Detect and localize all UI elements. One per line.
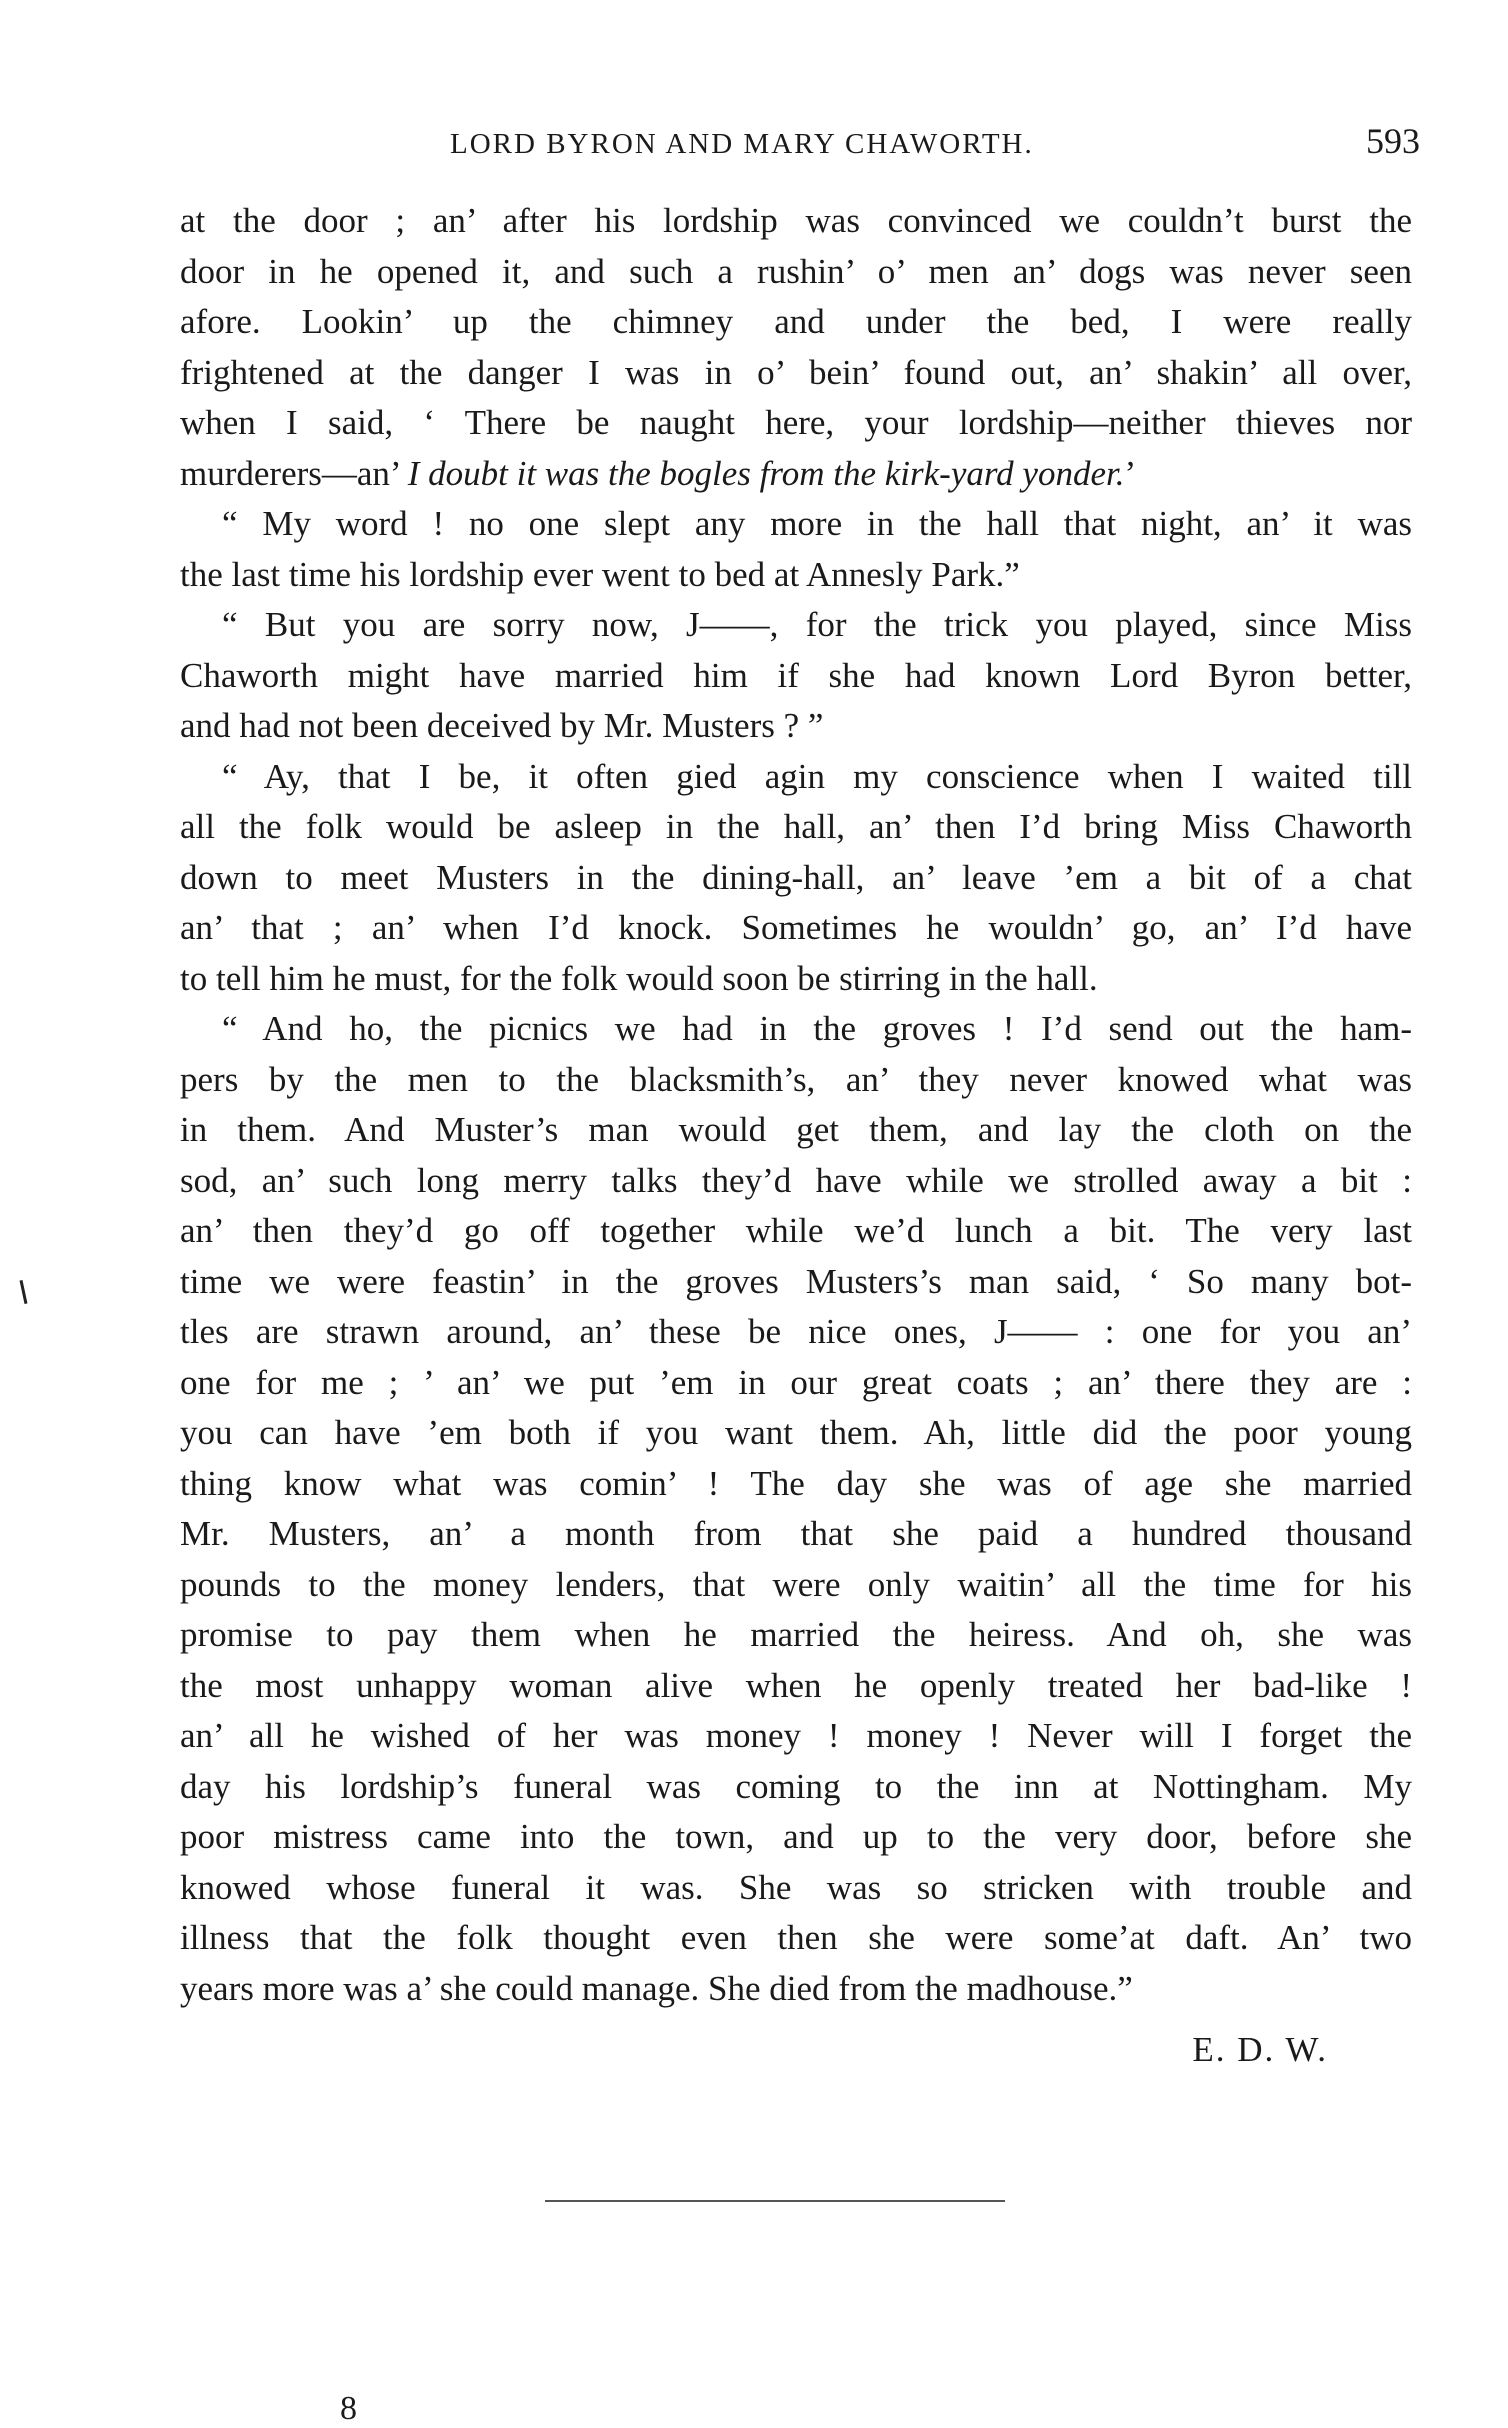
text-line: knowed whose funeral it was. She was so stricken with trouble and bbox=[180, 1867, 1412, 1907]
text-line bbox=[180, 449, 1412, 500]
text-line: time we were feastin’ in the groves Musters’s man said, ‘ So many bot- bbox=[180, 1261, 1412, 1301]
text-line: “ Ay, that I be, it often gied agin my conscience when I waited till bbox=[222, 756, 1412, 796]
text-line-segment: murderers—an’ bbox=[180, 453, 408, 493]
text-line: in them. And Muster’s man would get them, and lay the cloth on the bbox=[180, 1110, 1412, 1149]
text-line: “ My word ! no one slept any more in the hall that night, an’ it was bbox=[222, 504, 1412, 543]
text-line: “ But you are sorry now, J——, for the trick you played, since Miss bbox=[222, 605, 1412, 644]
page-number: 593 bbox=[1366, 121, 1420, 161]
text-line: “ And ho, the picnics we had in the groves ! I’d send out the ham- bbox=[222, 1009, 1412, 1048]
text-line: down to meet Musters in the dining-hall, an’ leave ’em a bit of a chat bbox=[180, 857, 1412, 897]
text-line: one for me ; ’ an’ we put ’em in our great coats ; an’ there they are : bbox=[180, 1362, 1412, 1402]
text-line: and had not been deceived by Mr. Musters ? ” bbox=[180, 706, 824, 745]
text-line: illness that the folk thought even then she were some’at daft. An’ two bbox=[180, 1918, 1412, 1957]
text-line: afore. Lookin’ up the chimney and under the bed, I were really bbox=[180, 302, 1412, 341]
printer-signature-mark: 8 bbox=[340, 2390, 357, 2427]
author-signature: E. D. W. bbox=[1192, 2030, 1328, 2069]
section-rule bbox=[545, 2200, 1005, 2202]
text-line: the last time his lordship ever went to bed at Annesly Park.” bbox=[180, 554, 1020, 594]
text-line: promise to pay them when he married the heiress. And oh, she was bbox=[180, 1615, 1412, 1654]
text-line: at the door ; an’ after his lordship was convinced we couldn’t burst the bbox=[180, 201, 1412, 240]
text-line: door in he opened it, and such a rushin’ o’ men an’ dogs was never seen bbox=[180, 251, 1412, 291]
text-line: an’ all he wished of her was money ! money ! Never will I forget the bbox=[180, 1716, 1412, 1755]
text-line: an’ that ; an’ when I’d knock. Sometimes he wouldn’ go, an’ I’d have bbox=[180, 908, 1412, 947]
text-line-segment: ’ bbox=[1124, 453, 1137, 493]
text-line: day his lordship’s funeral was coming to the inn at Nottingham. My bbox=[180, 1766, 1412, 1806]
text-line: Mr. Musters, an’ a month from that she paid a hundred thousand bbox=[180, 1514, 1412, 1553]
text-line: frightened at the danger I was in o’ bein’ found out, an’ shakin’ all over, bbox=[180, 352, 1412, 392]
text-line: pounds to the money lenders, that were only waitin’ all the time for his bbox=[180, 1564, 1412, 1604]
text-line: pers by the men to the blacksmith’s, an’ they never knowed what was bbox=[180, 1059, 1412, 1099]
italic-quote: I doubt it was the bogles from the kirk-yard yonder. bbox=[407, 453, 1125, 493]
running-head: LORD BYRON AND MARY CHAWORTH. bbox=[450, 128, 1034, 160]
text-line: poor mistress came into the town, and up to the very door, before she bbox=[180, 1817, 1412, 1856]
text-line: all the folk would be asleep in the hall, an’ then I’d bring Miss Chaworth bbox=[180, 807, 1412, 846]
page-header bbox=[180, 120, 1420, 170]
text-line: to tell him he must, for the folk would soon be stirring in the hall. bbox=[180, 958, 1098, 998]
text-line: sod, an’ such long merry talks they’d have while we strolled away a bit : bbox=[180, 1160, 1412, 1200]
text-line: the most unhappy woman alive when he openly treated her bad-like ! bbox=[180, 1665, 1412, 1705]
stray-ink-mark bbox=[20, 1280, 28, 1304]
text-line: tles are strawn around, an’ these be nice ones, J—— : one for you an’ bbox=[180, 1312, 1412, 1351]
text-line: years more was a’ she could manage. She died from the madhouse.” bbox=[180, 1968, 1133, 2008]
text-line: Chaworth might have married him if she had known Lord Byron better, bbox=[180, 655, 1412, 695]
text-line: thing know what was comin’ ! The day she was of age she married bbox=[180, 1463, 1412, 1503]
text-line: when I said, ‘ There be naught here, your lordship—neither thieves nor bbox=[180, 403, 1412, 442]
body-text bbox=[180, 196, 1412, 2014]
text-line: an’ then they’d go off together while we’d lunch a bit. The very last bbox=[180, 1211, 1412, 1250]
text-line: you can have ’em both if you want them. Ah, little did the poor young bbox=[180, 1413, 1412, 1452]
